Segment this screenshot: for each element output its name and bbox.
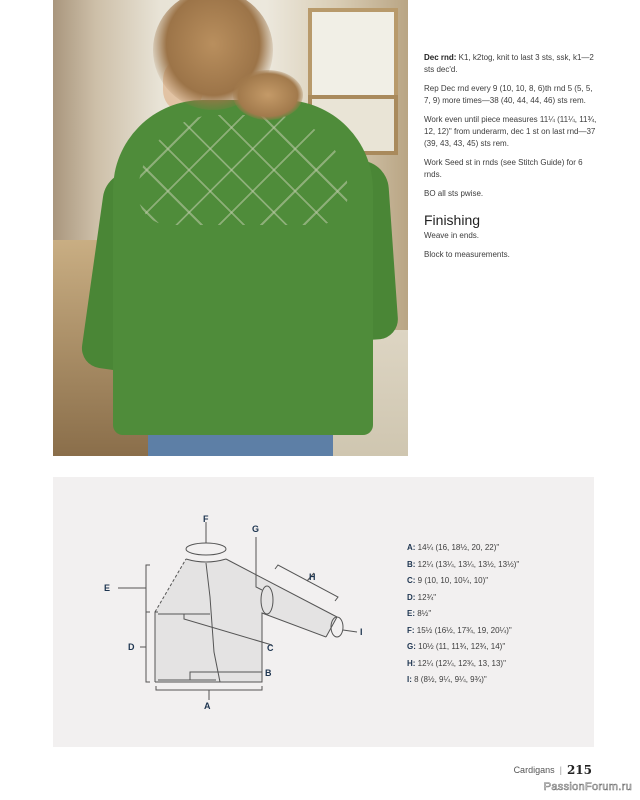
page-footer	[514, 763, 592, 777]
section-name: Cardigans	[513, 765, 555, 775]
instruction-seed-st: Work Seed st in rnds (see Stitch Guide) for 6 rnds.	[424, 158, 583, 179]
instruction-rep-dec: Rep Dec rnd every 9 (10, 10, 8, 6)th rnd 5 (5, 5, 7, 9) more times—38 (40, 44, 44, 46) sts rem.	[424, 84, 593, 105]
watermark: PassionForum.ru	[543, 781, 632, 793]
label-b: B	[265, 668, 272, 678]
instruction-work-even: Work even until piece measures 11¼ (11¼, 11¾, 12, 12)" from underarm, dec 1 st on last rnd—37 (39, 43, 43, 45) sts rem.	[424, 115, 597, 148]
page-number: 215	[566, 763, 592, 777]
chevron-lace-yoke	[138, 115, 348, 225]
pattern-instructions	[424, 52, 599, 268]
measurement-e: E: 8½"	[407, 609, 432, 618]
finishing-block: Block to measurements.	[424, 250, 510, 259]
measurement-b: B: 12¼ (13¼, 13¼, 13½, 13½)"	[407, 559, 520, 569]
measurements-list	[407, 540, 519, 689]
label-g: G	[252, 524, 260, 534]
model-hair-bun	[233, 70, 303, 120]
measurement-g: G: 10½ (11, 11¾, 12¾, 14)"	[407, 642, 506, 651]
measurement-h: H: 12¼ (12¼, 12¾, 13, 13)"	[407, 658, 506, 668]
measurement-i: I: 8 (8½, 9¼, 9¼, 9¾)"	[407, 675, 487, 684]
label-i: I	[360, 627, 363, 637]
instruction-bind-off: BO all sts pwise.	[424, 189, 484, 198]
measurement-a: A: 14¼ (16, 18½, 20, 22)"	[407, 543, 500, 552]
background-window	[308, 8, 398, 108]
label-a: A	[204, 701, 211, 711]
label-c: C	[267, 643, 274, 653]
label-e: E	[104, 583, 111, 593]
label-f: F	[203, 514, 209, 524]
finishing-heading: Finishing	[424, 212, 481, 228]
measurement-f: F: 15½ (16½, 17¾, 19, 20¼)"	[407, 625, 512, 635]
label-h: H	[309, 572, 316, 582]
cardigan-photo	[53, 0, 408, 456]
measurement-d: D: 12¾"	[407, 592, 437, 602]
footer-separator: |	[559, 765, 562, 775]
finishing-weave: Weave in ends.	[424, 231, 479, 240]
label-d: D	[128, 642, 135, 652]
instruction-dec-rnd: Dec rnd: K1, k2tog, knit to last 3 sts, ssk, k1—2 sts dec'd.	[424, 53, 594, 74]
measurement-c: C: 9 (10, 10, 10¼, 10)"	[407, 576, 489, 585]
